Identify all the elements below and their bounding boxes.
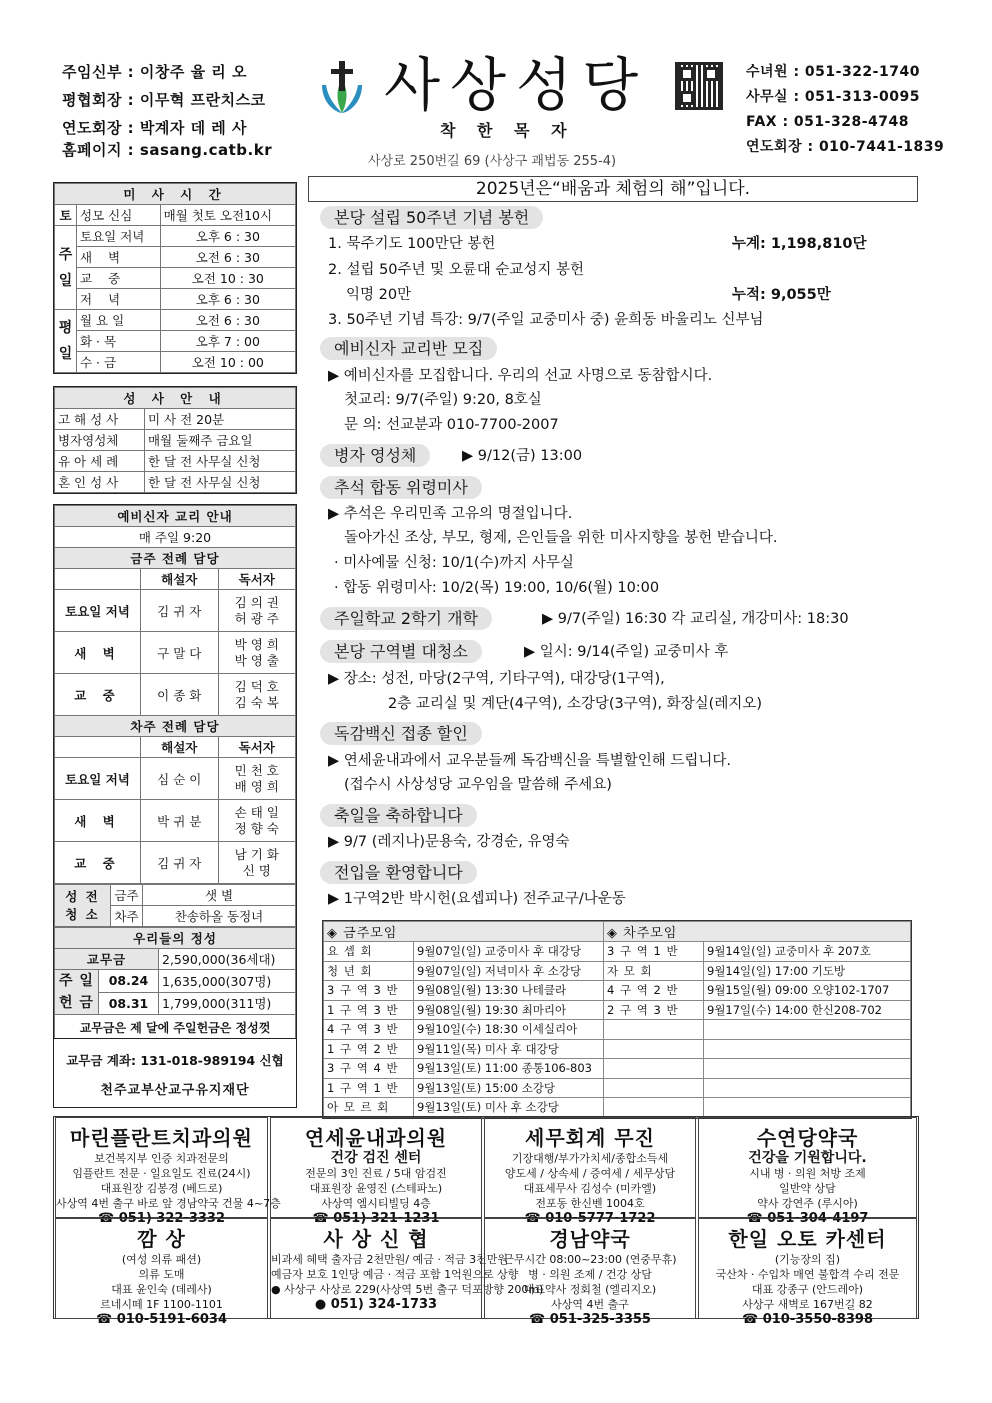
sun-mass-name: 새 벽 [77,247,161,268]
ad-line: 대표원장 윤영진 (스테파노) [309,1182,443,1195]
commentator: 김 귀 자 [141,842,219,884]
ad-pharmacy-gyeongnam [484,1218,696,1327]
sacrament-name: 고 해 성 사 [55,409,145,430]
church-name: 사상성당 [384,51,649,119]
chuseok-application: · 미사예물 신청: 10/1(수)까지 사무실 [334,555,574,571]
ad-dental-clinic [55,1117,281,1226]
ad-phone: ☎ 010-5777-1722 [524,1211,656,1226]
meeting-time: 9월08일(월) 19:30 최마리아 [414,1000,604,1020]
meeting-group: 1 구 역 2 반 [324,1039,414,1059]
sacrament-box [53,386,297,494]
section-catechumen: 예비신자 교리반 모집 [320,337,497,360]
ad-name: 경남약국 [549,1227,631,1251]
readers: 민 천 호 배 영 희 [218,758,296,800]
meeting-group [604,1059,704,1079]
sacrament-info: 미 사 전 20분 [145,409,296,430]
anniversary-item-3: 3. 50주년 기념 특강: 9/7(주일 교중미사 중) 윤희동 바울리노 신부님 [328,312,764,328]
address: 사상로 250번길 69 (사상구 괘법동 255-4) [368,154,617,169]
commentator: 김 귀 자 [141,590,219,632]
meeting-time [704,1078,911,1098]
meeting-group: 4 구 역 2 반 [604,981,704,1001]
flu-vaccine-text: ▶ 연세윤내과에서 교우분들께 독감백신을 특별할인해 드립니다. [328,753,731,769]
chuseok-text-1: ▶ 추석은 우리민족 고유의 명절입니다. [328,506,573,522]
next-week-meetings-title: ◈ 차주모임 [604,922,911,942]
meeting-row [324,1020,911,1040]
fax: FAX : 051-328-4748 [746,114,909,130]
ad-line: 전문의 3인 진료 / 5대 암검진 [305,1167,447,1180]
ad-line: 르네시떼 1F 1100-1101 [100,1298,223,1311]
meeting-row [324,942,911,962]
sat-mass-time: 매월 첫토 오전10시 [160,205,295,226]
meeting-group [604,1098,704,1118]
mass-slot: 교 중 [55,674,141,716]
sacrament-info: 한 달 전 사무실 신청 [145,451,296,472]
meeting-row [324,981,911,1001]
section-50th-anniversary: 본당 설립 50주년 기념 봉헌 [320,206,543,229]
mass-times-title: 미 사 시 간 [55,184,296,205]
ad-line: 대표원장 김봉경 (베드로) [100,1182,223,1195]
ad-name: 마린플란트치과의원 [70,1126,253,1150]
sunday-school-info: ▶ 9/7(주일) 16:30 각 교리실, 개강미사: 18:30 [542,611,849,627]
feast-day-names: ▶ 9/7 (레지나)문용숙, 강경순, 유영숙 [328,834,570,850]
sunday-offering-label: 주 일 헌 금 [55,970,99,1015]
tithe-label: 교무금 [55,949,159,970]
meeting-time [704,1059,911,1079]
readers: 김 의 권 허 광 주 [218,590,296,632]
readers: 김 덕 호 김 숙 복 [218,674,296,716]
sacrament-name: 혼 인 성 사 [55,472,145,493]
cleaning-date: ▶ 일시: 9/14(주일) 교중미사 후 [524,644,729,660]
ad-name: 연세윤내과의원 [304,1126,448,1150]
ad-line: 건강 검진 센터 [330,1150,422,1166]
offering-date: 08.24 [99,970,159,993]
this-week-title: 금주 전례 담당 [55,548,296,569]
meeting-group: 4 구 역 3 반 [324,1020,414,1040]
ad-line: 대표세무사 김성수 (미카엘) [523,1182,657,1195]
mass-times-box [53,182,297,374]
col-commentator: 해설자 [141,737,219,758]
header-right [746,60,944,160]
rosary-total: 누계: 1,198,810단 [732,236,867,252]
ad-phone: ☎ 051-325-3355 [529,1312,651,1327]
meeting-row [324,1000,911,1020]
sacrament-info: 한 달 전 사무실 신청 [145,472,296,493]
meeting-time: 9월11일(목) 미사 후 대강당 [414,1039,604,1059]
mass-slot: 새 벽 [55,632,141,674]
meeting-time [704,1020,911,1040]
sacrament-name: 유 아 세 례 [55,451,145,472]
ad-name: 세무회계 무진 [525,1126,655,1150]
catechumen-contact: 문 의: 선교분과 010-7700-2007 [344,417,559,433]
meeting-group: 요 셉 회 [324,942,414,962]
ad-line: (기능장의 집) [774,1253,841,1266]
chuseok-text-2: 돌아가신 조상, 부모, 형제, 은인들을 위한 미사지향을 봉헌 받습니다. [344,530,778,546]
sick-communion-date: ▶ 9/12(금) 13:00 [462,448,583,464]
meeting-row [324,961,911,981]
header-left [62,58,272,164]
sacrament-title: 성 사 안 내 [55,388,296,409]
ad-phone: ☎ 051-304-4197 [746,1211,869,1226]
meetings-table [322,920,912,1119]
mass-slot: 새 벽 [55,800,141,842]
ad-name: 깜 상 [137,1227,186,1251]
ad-credit-union [270,1218,544,1319]
ad-line: (여성 의류 패션) [121,1253,202,1266]
ad-line: 양도세 / 상속세 / 증여세 / 세무상담 [504,1167,676,1180]
ad-line: 기장대행/부가가치세/종합소득세 [511,1152,669,1165]
flower-team: 샛 별 [143,885,296,906]
account-number: 교무금 계좌: 131-018-989194 신협 [66,1053,284,1068]
col-commentator: 해설자 [141,569,219,590]
memorial-president: 연도회장 : 박계자 데 레 사 [62,119,248,137]
catechumen-first-class: 첫교리: 9/7(주일) 9:20, 8호실 [344,392,542,408]
commentator: 이 종 화 [141,674,219,716]
section-cleaning: 본당 구역별 대청소 [320,640,482,663]
meeting-time: 9월14일(일) 17:00 기도방 [704,961,911,981]
ad-line: 예금자 보호 1인당 예금 · 적금 포함 1억원으로 상향 [271,1268,519,1281]
meeting-time: 9월10일(수) 18:30 이세실리아 [414,1020,604,1040]
meeting-time: 9월17일(수) 14:00 한신208-702 [704,1000,911,1020]
meeting-time: 9월13일(토) 미사 후 소강당 [414,1098,604,1118]
council-president: 평협회장 : 이무혁 프란치스코 [62,91,266,109]
meeting-group: 청 년 회 [324,961,414,981]
cleaning-places-2: 2층 교리실 및 계단(4구역), 소강당(3구역), 화장실(레지오) [388,696,763,712]
ad-phone: ● 051) 324-1733 [314,1297,438,1312]
meeting-group: 3 구 역 1 반 [604,942,704,962]
flower-team: 찬송하올 동정녀 [143,906,296,927]
readers: 박 영 희 박 영 출 [218,632,296,674]
sun-mass-time: 오후 6 : 30 [160,289,295,310]
section-feast-day: 축일을 축하합니다 [320,804,477,827]
ad-phone: ☎ 051) 322-3332 [97,1211,226,1226]
ad-line: 사상역 엠시티빌딩 4층 [321,1197,431,1210]
week-mass-name: 수 · 금 [77,352,161,373]
flu-vaccine-note: (접수시 사상성당 교우임을 말씀해 주세요) [344,777,612,793]
sun-mass-name: 토요일 저녁 [77,226,161,247]
flower-week: 금주 [111,885,143,906]
meeting-group: 3 구 역 3 반 [324,981,414,1001]
week-mass-name: 화 · 목 [77,331,161,352]
ad-line: 근무시간 08:00~23:00 (연중무휴) [503,1253,677,1266]
offering-note: 교무금은 제 달에 주일헌금은 정성껏 [55,1015,296,1041]
sat-label: 토 [55,205,77,226]
col-reader: 독서자 [218,569,296,590]
ad-tax-office [484,1117,696,1226]
meeting-group: 3 구 역 4 반 [324,1059,414,1079]
meeting-time [704,1098,911,1118]
weekday-label: 평 일 [55,310,77,373]
ad-clothing-kkamsang [55,1218,268,1327]
ad-line: 사상구 새벽로 167번길 82 [742,1298,873,1311]
ad-line: 의류 도매 [138,1268,185,1281]
ad-phone: ☎ 051) 321-1231 [312,1211,440,1226]
ad-line: 사상역 4번 출구 바로 앞 경남약국 건물 4~7층 [56,1197,281,1210]
ad-line: 대표 윤인숙 (데레사) [111,1283,212,1296]
offering-amount: 1,799,000(311명) [159,992,296,1015]
homepage: 홈페이지 : sasang.catb.kr [62,141,273,159]
foundation-name: 천주교부산교구유지재단 [100,1083,250,1098]
pastor: 주임신부 : 이창주 율 리 오 [62,63,248,81]
ad-line: 대표 강종구 (안드레아) [751,1283,864,1296]
donation-total: 누적: 9,055만 [732,287,831,303]
mass-slot: 토요일 저녁 [55,758,141,800]
ad-car-center [698,1218,917,1327]
ad-line: 시내 병 · 의원 처방 조제 [749,1167,866,1180]
meeting-time [704,1039,911,1059]
catechumen-time: 매 주일 9:20 [55,527,296,548]
ad-line: 일반약 상담 [779,1182,836,1195]
section-chuseok-mass: 추석 합동 위령미사 [320,476,482,499]
meeting-group: 1 구 역 3 반 [324,1000,414,1020]
anniversary-item-2: 2. 설립 50주년 및 오륜대 순교성지 봉헌 [328,262,585,278]
meeting-group: 아 모 르 회 [324,1098,414,1118]
flower-week: 차주 [111,906,143,927]
year-theme: 2025년은“배움과 체험의 해”입니다. [308,176,918,202]
week-mass-time: 오전 6 : 30 [160,310,295,331]
ad-line: 약사 강연주 (루시아) [757,1197,858,1210]
ad-line: 국산차 · 수입차 매연 불합격 수리 전문 [715,1268,900,1281]
anonymous-donation: 익명 20만 [346,287,412,303]
ad-line: 비과세 혜택 출자금 2천만원/ 예금 · 적금 3천만원 [271,1253,508,1266]
meeting-group [604,1078,704,1098]
ad-line: 사상역 4번 출구 [551,1298,629,1311]
section-sick-communion: 병자 영성체 [320,444,430,467]
meeting-group: 자 모 회 [604,961,704,981]
ad-line: ● 사상구 사상로 229(사상역 5번 출구 덕포방향 200m) [271,1283,544,1296]
meeting-row [324,1039,911,1059]
sun-mass-name: 교 중 [77,268,161,289]
memorial-phone: 연도회장 : 010-7441-1839 [746,139,945,155]
flower-cleaning-label: 성 전 청 소 [55,885,111,927]
meeting-row [324,1098,911,1118]
sun-mass-time: 오전 10 : 30 [160,268,295,289]
commentator: 구 말 다 [141,632,219,674]
ad-line: 임플란트 전문 · 일요일도 진료(24시) [72,1167,251,1180]
anniversary-item-1: 1. 묵주기도 100만단 봉헌 [328,236,496,252]
offering-date: 08.31 [99,992,159,1015]
sacrament-name: 병자영성체 [55,430,145,451]
convent-phone: 수녀원 : 051-322-1740 [746,64,920,80]
mass-slot: 교 중 [55,842,141,884]
church-logo-icon [312,57,372,117]
ad-line: 대표약사 정회철 (엘리지오) [523,1283,657,1296]
catechumen-title: 예비신자 교리 안내 [55,506,296,527]
meeting-row [324,1059,911,1079]
readers: 남 기 화 신 명 [218,842,296,884]
meeting-time: 9월14일(일) 교중미사 후 207호 [704,942,911,962]
week-mass-time: 오전 10 : 00 [160,352,295,373]
chuseok-mass-time: · 합동 위령미사: 10/2(목) 19:00, 10/6(월) 10:00 [334,580,660,596]
section-welcome: 전입을 환영합니다 [320,861,477,884]
account-box [53,1038,297,1108]
meeting-time: 9월08일(월) 13:30 나테클라 [414,981,604,1001]
readers: 손 태 일 정 향 숙 [218,800,296,842]
meeting-time: 9월13일(토) 11:00 종통106-803 [414,1059,604,1079]
welcome-names: ▶ 1구역2반 박시헌(요셉피나) 전주교구/나운동 [328,891,626,907]
ad-internal-medicine [270,1117,482,1226]
cleaning-places-1: ▶ 장소: 성전, 마당(2구역, 기타구역), 대강당(1구역), [328,671,665,687]
tithe-amount: 2,590,000(36세대) [159,949,296,970]
meeting-time: 9월13일(토) 15:00 소강당 [414,1078,604,1098]
offering-title: 우리들의 정성 [55,928,296,949]
sun-mass-time: 오전 6 : 30 [160,247,295,268]
catechumen-text: ▶ 예비신자를 모집합니다. 우리의 선교 사명으로 동참합시다. [328,368,713,384]
office-phone: 사무실 : 051-313-0095 [746,89,920,105]
ad-line: 전포동 한신벤 1004호 [535,1197,645,1210]
qr-code-icon[interactable] [675,62,723,110]
section-flu-vaccine: 독감백신 접종 할인 [320,722,482,745]
ad-line: 보건복지부 인증 치과전문의 [94,1152,229,1165]
commentator: 심 순 이 [141,758,219,800]
meeting-time: 9월07일(일) 저녁미사 후 소강당 [414,961,604,981]
meeting-group [604,1020,704,1040]
meeting-group [604,1039,704,1059]
commentator: 박 귀 분 [141,800,219,842]
ad-phone: ☎ 010-3550-8398 [741,1312,873,1327]
meeting-time: 9월07일(일) 교중미사 후 대강당 [414,942,604,962]
ad-name: 수연당약국 [756,1126,859,1150]
meeting-row [324,1078,911,1098]
meeting-group: 2 구 역 3 반 [604,1000,704,1020]
ad-name: 사 상 신 협 [323,1227,429,1251]
next-week-title: 차주 전례 담당 [55,716,296,737]
section-sunday-school: 주일학교 2학기 개학 [320,607,492,630]
ad-line: 건강을 기원합니다. [748,1150,867,1166]
sun-mass-name: 저 녁 [77,289,161,310]
liturgy-box [53,504,297,1042]
ad-line: 병 · 의원 조제 / 건강 상담 [528,1268,652,1281]
week-mass-time: 오후 7 : 00 [160,331,295,352]
sun-mass-time: 오후 6 : 30 [160,226,295,247]
week-mass-name: 월 요 일 [77,310,161,331]
sat-mass-name: 성모 신심 [77,205,161,226]
this-week-meetings-title: ◈ 금주모임 [324,922,604,942]
meeting-group: 1 구 역 1 반 [324,1078,414,1098]
meeting-time: 9월15일(월) 09:00 오양102-1707 [704,981,911,1001]
ad-name: 한일 오토 카센터 [728,1227,887,1251]
sacrament-info: 매월 둘째주 금요일 [145,430,296,451]
col-reader: 독서자 [218,737,296,758]
ad-pharmacy-suyeondang [698,1117,917,1226]
mass-slot: 토요일 저녁 [55,590,141,632]
motto: 착 한 목 자 [440,121,575,140]
offering-amount: 1,635,000(307명) [159,970,296,993]
sunday-label: 주 일 [55,226,77,310]
ad-phone: ☎ 010-5191-6034 [95,1312,227,1327]
